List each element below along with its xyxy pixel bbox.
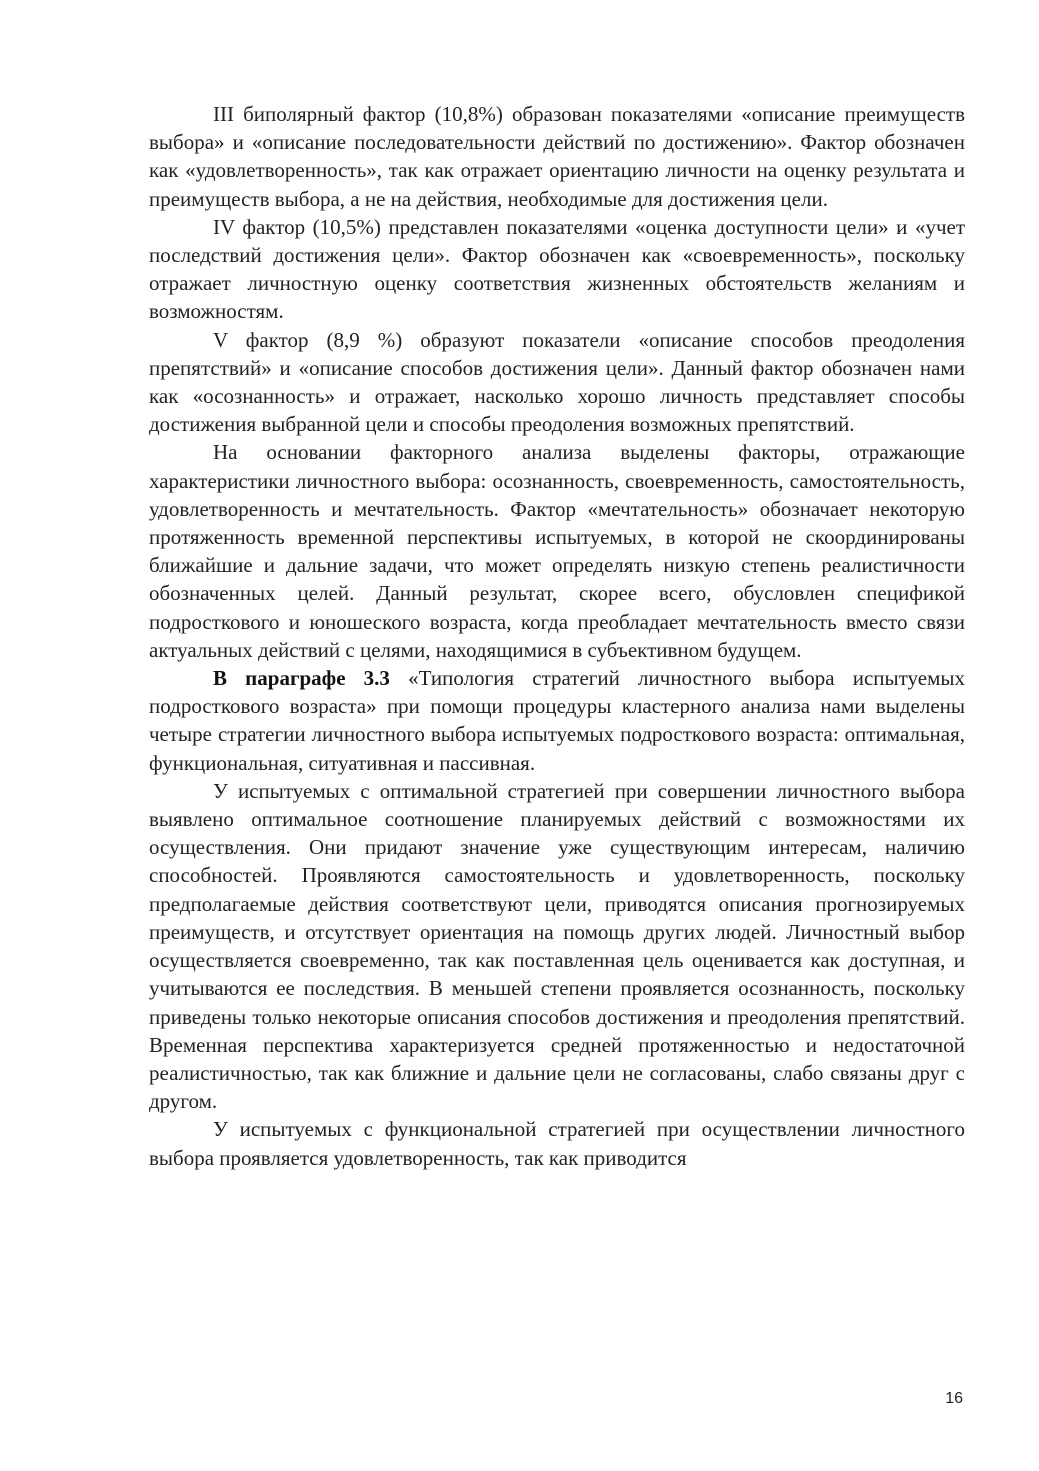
paragraph-text: На основании факторного анализа выделены факторы, отражающие характеристики личностного выбора: осознанность, своевременность, самостоятельность, удовлетворенность и мечтательность. Фактор «мечтательность» обозначает некоторую протяженность временной перспективы испытуемых, в которой не скоординированы ближайшие и дальние задачи, что может определять низкую степень реалистичности обозначенных целей. Данный результат, скорее всего, обусловлен спецификой подросткового и юношеского возраста, когда преобладает мечтательность вместо связи актуальных действий с целями, находящимися в субъективном будущем.	[149, 440, 965, 662]
paragraph-text: V фактор (8,9 %) образуют показатели «описание способов преодоления препятствий» и «описание способов достижения цели». Данный фактор обозначен нами как «осознанность» и отражает, насколько хорошо личность представляет способы достижения выбранной цели и способы преодоления возможных препятствий.	[149, 327, 965, 437]
paragraph-text: IV фактор (10,5%) представлен показателями «оценка доступности цели» и «учет последствий достижения цели». Фактор обозначен как «своевременность», поскольку отражает личностную оценку соответствия жизненных обстоятельств желаниям и возможностям.	[149, 214, 965, 324]
body-text	[149, 100, 965, 1172]
paragraph-text: III биполярный фактор (10,8%) образован показателями «описание преимуществ выбора» и «описание последовательности действий по достижению». Фактор обозначен как «удовлетворенность», так как отражает ориентацию личности на оценку результата и преимуществ выбора, а не на действия, необходимые для достижения цели.	[149, 102, 965, 211]
paragraph-text: «Типология стратегий личностного выбора испытуемых подросткового возраста» при помощи процедуры кластерного анализа нами выделены четыре стратегии личностного выбора испытуемых подросткового возраста: оптимальная, функциональная, ситуативная и пассивная.	[149, 666, 966, 775]
paragraph-functional-strategy	[149, 1115, 965, 1171]
paragraph-text: У испытуемых с оптимальной стратегией при совершении личностного выбора выявлено оптимальное соотношение планируемых действий с возможностями их осуществления. Они придают значение уже существующим интересам, наличию способностей. Проявляются самостоятельность и удовлетворенность, поскольку предполагаемые действия соответствуют цели, приводятся описания прогнозируемых преимуществ, и отсутствует ориентация на помощь других людей. Личностный выбор осуществляется своевременно, так как поставленная цель оценивается как доступная, и учитываются ее последствия. В меньшей степени проявляется осознанность, поскольку приведены только некоторые описания способов достижения и преодоления препятствий. Временная перспектива характеризуется средней протяженностью и недостаточной реалистичностью, так как ближние и дальние цели не согласованы, слабо связаны друг с другом.	[149, 778, 965, 1114]
page-number: 16	[945, 1390, 963, 1407]
paragraph-text: У испытуемых с функциональной стратегией при осуществлении личностного выбора проявляется удовлетворенность, так как приводится	[149, 1117, 965, 1170]
paragraph-optimal-strategy	[149, 777, 965, 1115]
paragraph-factor-summary	[149, 438, 965, 664]
section-reference: В параграфе 3.3	[213, 666, 390, 691]
paragraph-factor-3	[149, 100, 965, 213]
paragraph-section-3-3	[149, 664, 965, 777]
paragraph-factor-4	[149, 213, 965, 326]
paragraph-factor-5	[149, 326, 965, 439]
